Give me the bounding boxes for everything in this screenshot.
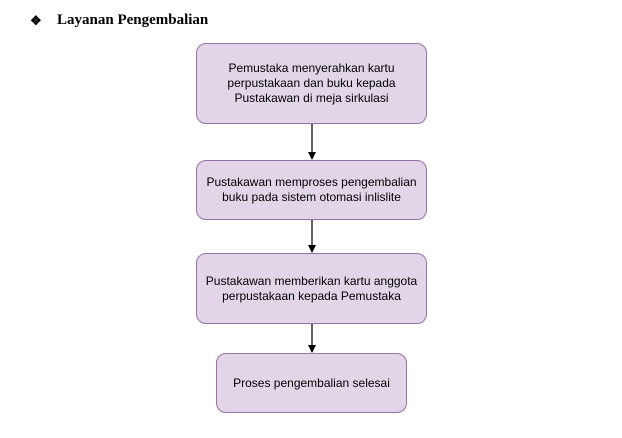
flow-step-3: [196, 253, 427, 324]
flow-step-2-label: Pustakawan memproses pengembalian buku pada sistem otomasi inlislite: [206, 175, 417, 204]
flow-step-4-label: Proses pengembalian selesai: [233, 375, 390, 390]
flow-step-1-label: Pemustaka menyerahkan kartu perpustakaan dan buku kepada Pustakawan di meja sirkulasi: [227, 61, 396, 105]
section-title: Layanan Pengembalian: [57, 12, 209, 28]
diamond-bullet-icon: ❖: [30, 12, 42, 28]
flow-step-2: [196, 160, 427, 220]
flow-step-1: [196, 43, 427, 124]
flow-step-4: [216, 353, 407, 413]
flow-step-3-label: Pustakawan memberikan kartu anggota perpustakaan kepada Pemustaka: [205, 273, 418, 303]
